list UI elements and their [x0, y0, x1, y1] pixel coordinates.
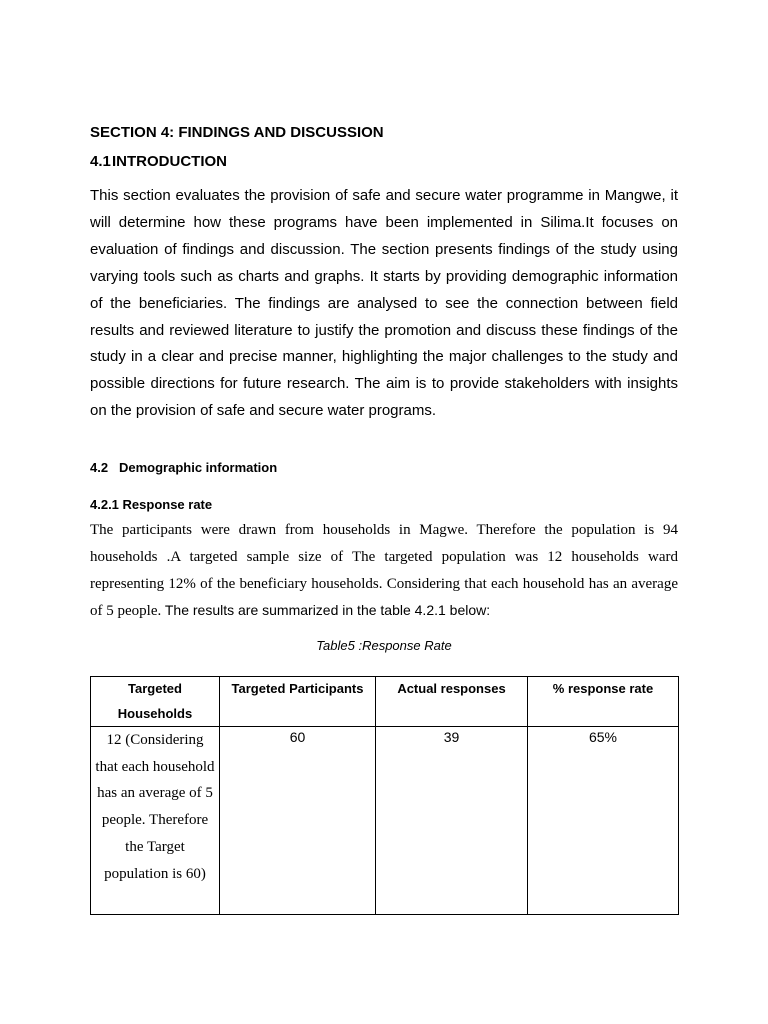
table-cell: 12 (Considering that each household has an average of 5 people. Therefore the Target population is 60)	[91, 727, 220, 915]
intro-paragraph: This section evaluates the provision of safe and secure water programme in Mangwe, it will determine how these programs have been implemented in Silima.It focuses on evaluation of findings and discussion. The section presents findings of the study using varying tools such as charts and graphs. It starts by providing demographic information of the beneficiaries. The findings are analysed to see the connection between field results and reviewed literature to justify the promotion and discuss these findings of the study in a clear and precise manner, highlighting the major challenges to the study and possible directions for future research. The aim is to provide stakeholders with insights on the provision of safe and secure water programs.	[90, 187, 678, 420]
section-title: SECTION 4: FINDINGS AND DISCUSSION	[90, 124, 384, 141]
table-header-cell: Targeted Households	[91, 677, 220, 727]
demographic-heading-number: 4.2	[90, 460, 109, 475]
table-cell: 39	[376, 727, 528, 915]
table-cell: 60	[220, 727, 376, 915]
intro-heading-number: 4.1	[90, 153, 111, 170]
table-header-cell: % response rate	[528, 677, 679, 727]
table-row	[91, 727, 679, 915]
intro-heading	[90, 153, 227, 170]
table-caption: Table5 :Response Rate	[316, 638, 452, 653]
table-header-row	[91, 677, 679, 727]
intro-heading-title: INTRODUCTION	[112, 153, 227, 170]
table-header-cell: Targeted Participants	[220, 677, 376, 727]
demographic-heading	[90, 460, 277, 475]
response-rate-paragraph-sans: The results are summarized in the table 4.2.1 below:	[161, 602, 491, 619]
demographic-heading-title: Demographic information	[119, 460, 278, 475]
table-header-cell: Actual responses	[376, 677, 528, 727]
response-rate-heading: 4.2.1 Response rate	[90, 497, 213, 512]
response-rate-paragraph-serif: The participants were drawn from households in Magwe. Therefore the population is 94 households .A targeted sample size of The targeted population was 12 households ward representing 12% of the beneficiary households. Considering that each household has an average of 5 people.	[90, 522, 678, 620]
table-cell: 65%	[528, 727, 679, 915]
response-rate-table	[90, 676, 679, 915]
response-rate-paragraph	[90, 517, 678, 625]
